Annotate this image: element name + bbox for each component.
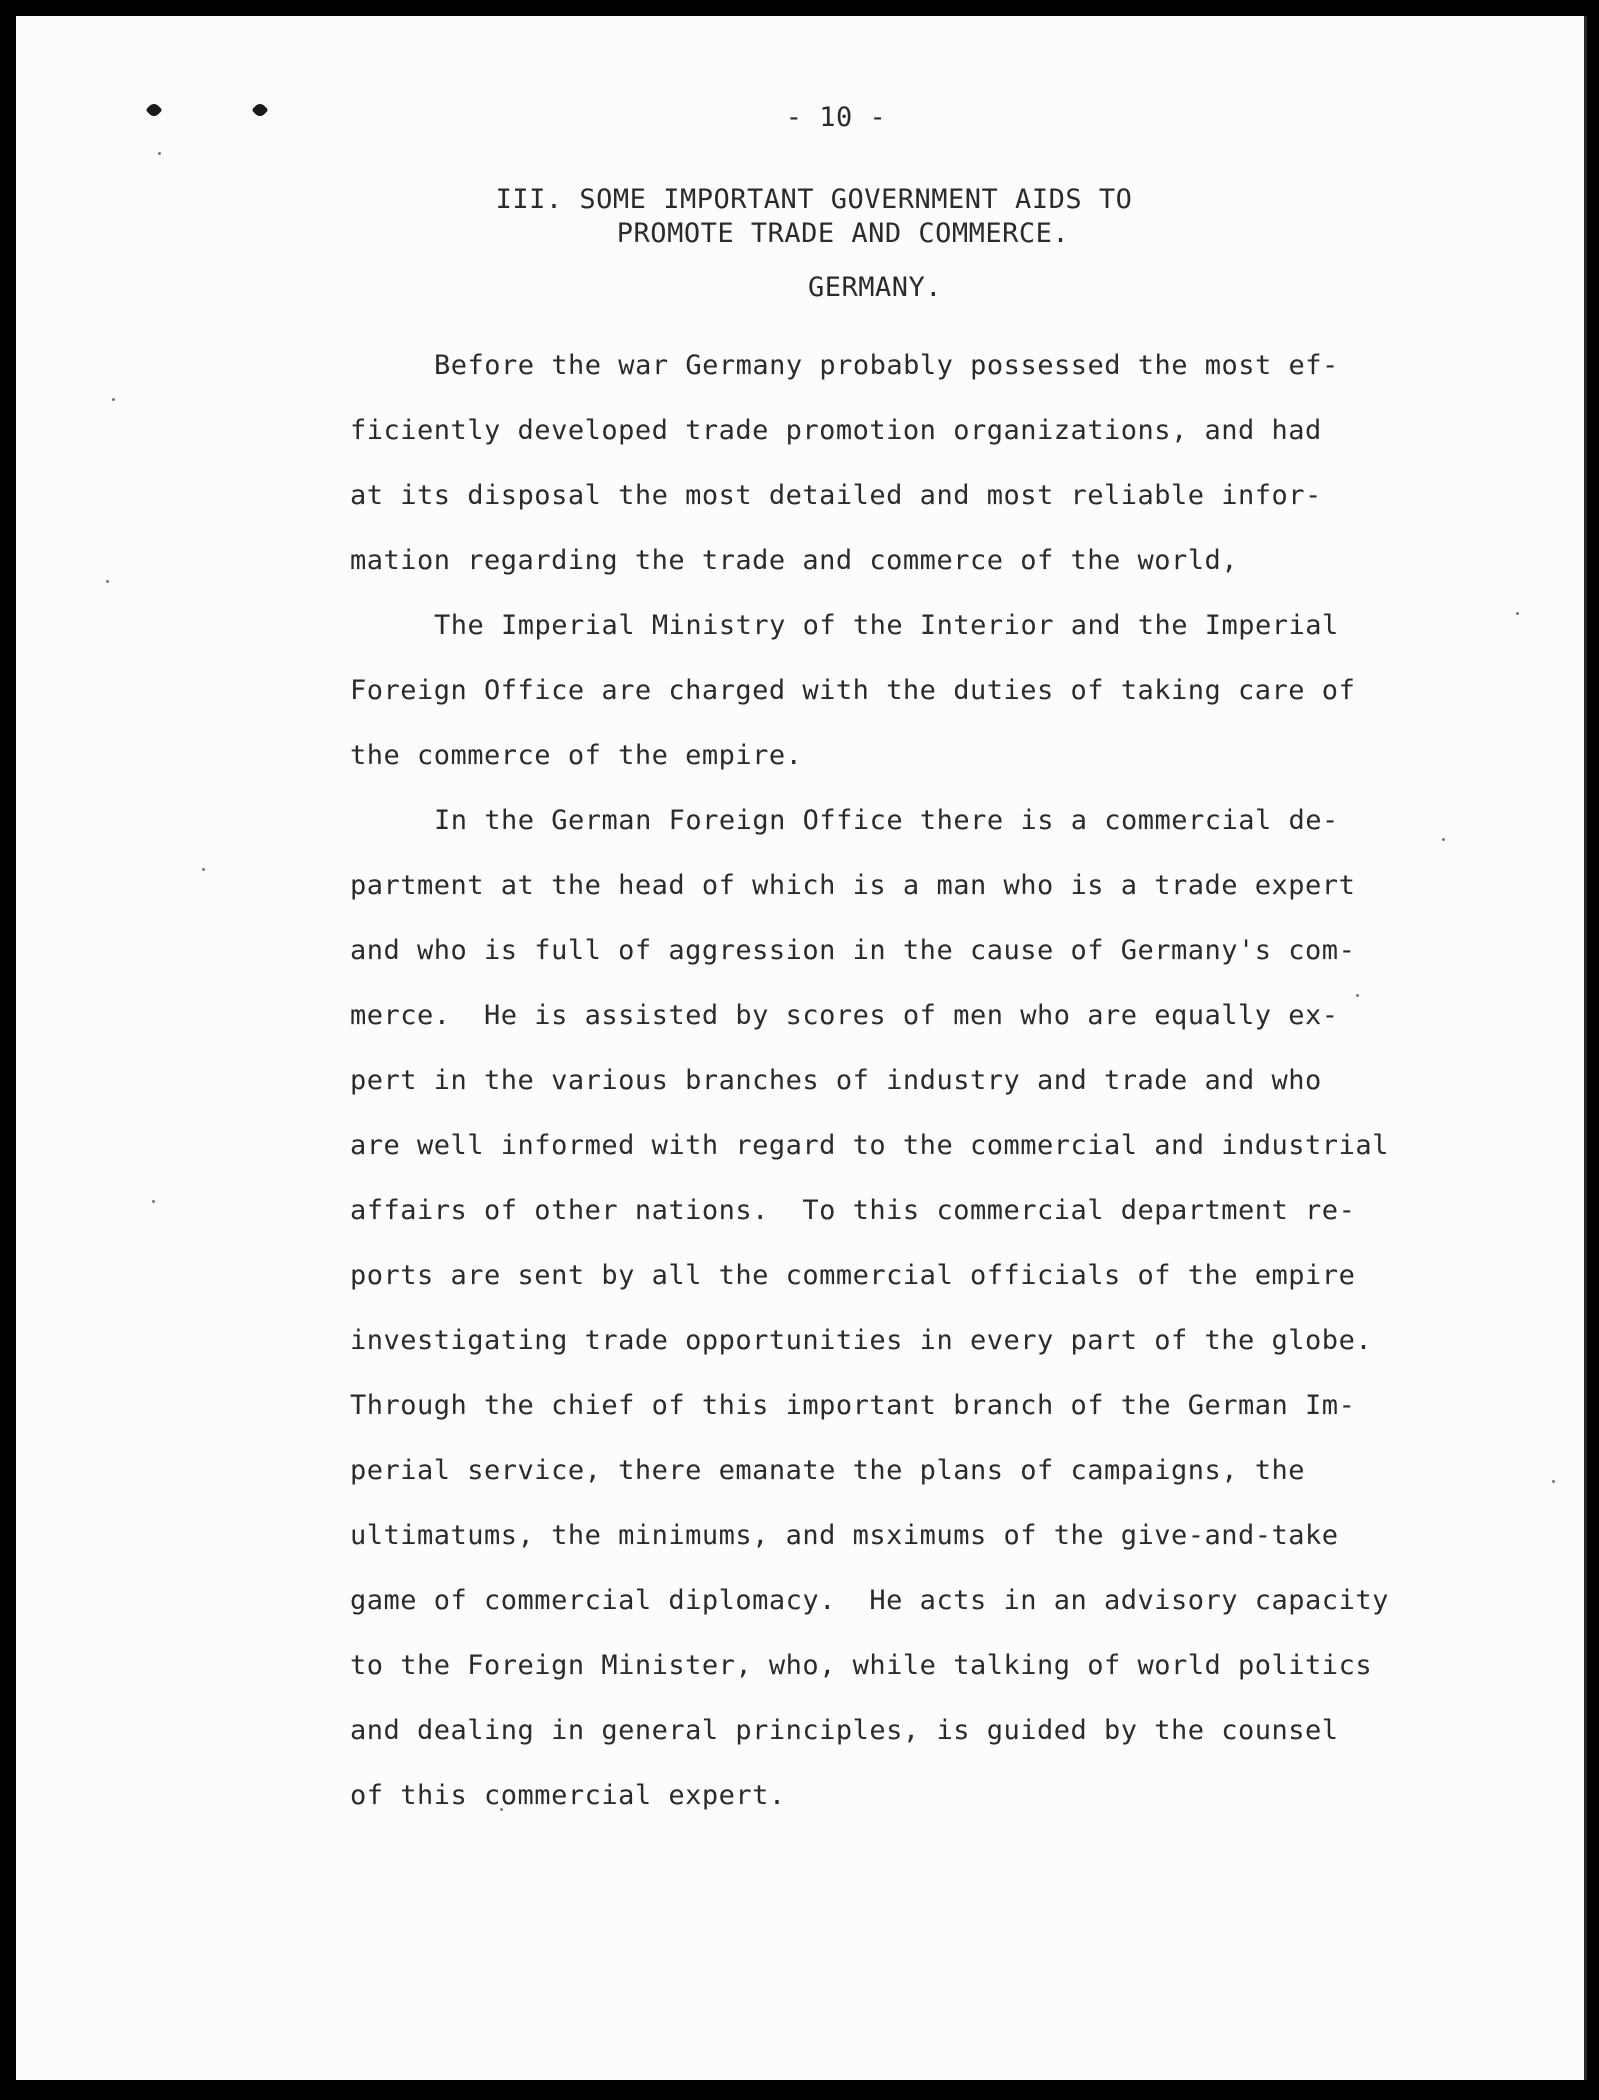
paper-speck	[152, 1200, 155, 1203]
text-line: Through the chief of this important branch of the German Im-	[350, 1390, 1356, 1421]
text-line: mation regarding the trade and commerce of the world,	[350, 545, 1239, 576]
paper-speck	[106, 580, 109, 583]
text-line: pert in the various branches of industry and trade and who	[350, 1065, 1322, 1096]
text-line: Foreign Office are charged with the duties of taking care of	[350, 675, 1356, 706]
paper-speck	[1552, 1480, 1555, 1483]
text-line: partment at the head of which is a man who is a trade expert	[350, 870, 1356, 901]
text-line: and who is full of aggression in the cause of Germany's com-	[350, 935, 1356, 966]
paper-speck	[1442, 838, 1445, 841]
paper-speck	[1516, 612, 1519, 615]
body-text	[350, 333, 1390, 1828]
text-line: the commerce of the empire.	[350, 740, 803, 771]
section-title-line-1: III. SOME IMPORTANT GOVERNMENT AIDS TO	[495, 184, 1133, 215]
text-line: ficiently developed trade promotion organizations, and had	[350, 415, 1322, 446]
text-line: perial service, there emanate the plans of campaigns, the	[350, 1455, 1306, 1486]
section-title-line-2: PROMOTE TRADE AND COMMERCE.	[616, 218, 1070, 249]
text-line: In the German Foreign Office there is a commercial de-	[434, 805, 1339, 836]
text-line: are well informed with regard to the commercial and industrial	[350, 1130, 1389, 1161]
text-line: to the Foreign Minister, who, while talking of world politics	[350, 1650, 1373, 1681]
text-line: ultimatums, the minimums, and msximums of the give-and-take	[350, 1520, 1339, 1551]
page-number: - 10 -	[785, 102, 887, 133]
section-title	[16, 183, 1584, 251]
text-line: merce. He is assisted by scores of men who are equally ex-	[350, 1000, 1339, 1031]
text-line: Before the war Germany probably possessed the most ef-	[434, 350, 1339, 381]
text-line: The Imperial Ministry of the Interior and the Imperial	[434, 610, 1339, 641]
text-line: game of commercial diplomacy. He acts in an advisory capacity	[350, 1585, 1389, 1616]
paper-speck	[112, 398, 115, 401]
paper-speck	[202, 868, 205, 871]
paper-speck	[158, 152, 161, 155]
text-line: investigating trade opportunities in every part of the globe.	[350, 1325, 1373, 1356]
text-line: affairs of other nations. To this commercial department re-	[350, 1195, 1356, 1226]
text-line: of this commercial expert.	[350, 1780, 786, 1811]
text-line: at its disposal the most detailed and most reliable infor-	[350, 480, 1322, 511]
document-page	[16, 16, 1587, 2080]
country-subheading: GERMANY.	[807, 272, 943, 303]
text-line: ports are sent by all the commercial officials of the empire	[350, 1260, 1356, 1291]
text-line: and dealing in general principles, is guided by the counsel	[350, 1715, 1339, 1746]
